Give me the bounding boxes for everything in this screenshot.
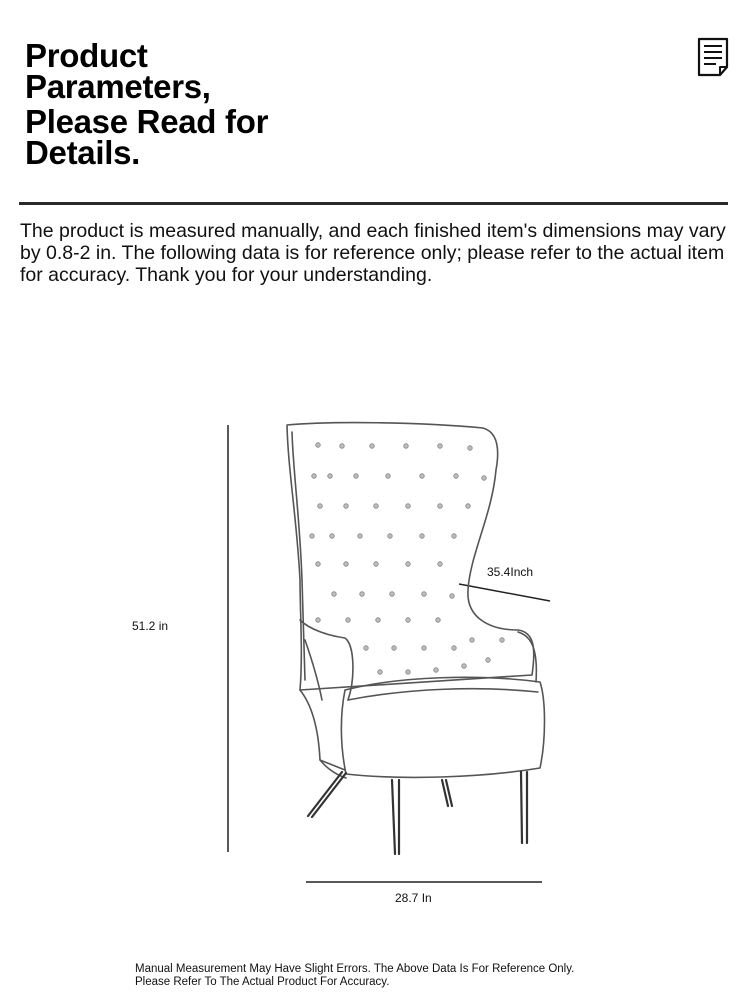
title-line-2: Parameters, — [25, 68, 211, 105]
title-line-3: Please Read for — [25, 103, 269, 140]
footnote-line-2: Please Refer To The Actual Product For Accuracy. — [135, 976, 390, 988]
height-dimension-label: 51.2 in — [132, 619, 169, 633]
depth-dimension-line — [459, 584, 550, 601]
depth-dimension-label: 35.4Inch — [487, 565, 534, 579]
title-line-4: Details. — [25, 134, 140, 171]
chair-outline — [287, 423, 545, 778]
chair-legs — [308, 772, 527, 854]
footnote-line-1: Manual Measurement May Have Slight Errors. The Above Data Is For Reference Only. — [135, 963, 575, 975]
measurement-footnote — [135, 963, 655, 989]
width-dimension-label: 28.7 In — [395, 891, 432, 905]
measurement-notice: The product is measured manually, and each finished item's dimensions may vary by 0.8-2 in. The following data is for reference only; please refer to the actual item for accuracy. Thank you for your understanding. — [20, 220, 726, 286]
title-line-1: Product — [25, 37, 148, 74]
tufting-buttons — [310, 443, 505, 675]
